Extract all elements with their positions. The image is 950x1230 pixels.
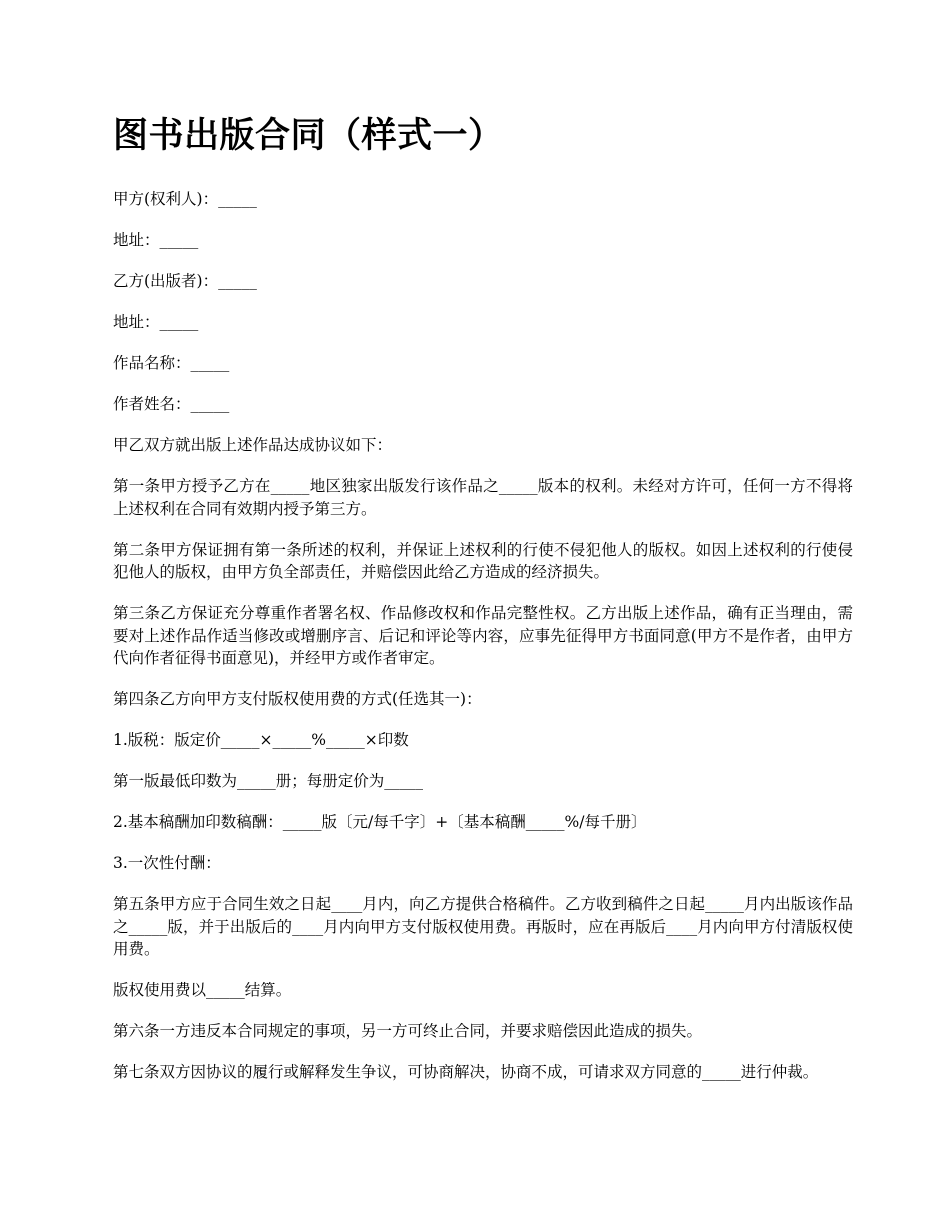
article-7: 第七条双方因协议的履行或解释发生争议，可协商解决，协商不成，可请求双方同意的_____进行仲裁。: [113, 1063, 819, 1081]
author-name-line: 作者姓名：_____: [113, 395, 230, 413]
settlement-line: 版权使用费以_____结算。: [113, 981, 292, 999]
party-b-address-line: 地址：_____: [113, 313, 199, 331]
party-b-line: 乙方(出版者)：_____: [113, 272, 257, 290]
party-a-address-line: 地址：_____: [113, 231, 199, 249]
article-6: 第六条一方违反本合同规定的事项，另一方可终止合同，并要求赔偿因此造成的损失。: [113, 1022, 703, 1040]
article-2: 第二条甲方保证拥有第一条所述的权利，并保证上述权利的行使不侵犯他人的版权。如因上述权利的行使侵犯他人的版权，由甲方负全部责任，并赔偿因此给乙方造成的经济损失。: [113, 540, 853, 581]
royalty-option-1: 1.版税：版定价_____×_____%_____×印数: [113, 731, 409, 749]
article-1: 第一条甲方授予乙方在_____地区独家出版发行该作品之_____版本的权利。未经对方许可，任何一方不得将上述权利在合同有效期内授予第三方。: [113, 477, 853, 518]
royalty-option-3: 3.一次性付酬：: [113, 854, 221, 872]
party-a-line: 甲方(权利人)：_____: [113, 190, 257, 208]
first-edition-line: 第一版最低印数为_____册；每册定价为_____: [113, 772, 424, 790]
article-3: 第三条乙方保证充分尊重作者署名权、作品修改权和作品完整性权。乙方出版上述作品，确有正当理由，需要对上述作品作适当修改或增删序言、后记和评论等内容，应事先征得甲方书面同意(甲方不是作者，由甲方代向作者征得书面意见)，并经甲方或作者审定。: [113, 604, 853, 667]
document-title: 图书出版合同（样式一）: [113, 116, 504, 156]
royalty-option-2: 2.基本稿酬加印数稿酬：_____版〔元/每千字〕+〔基本稿酬_____%/每千册〕: [113, 813, 647, 831]
agreement-intro: 甲乙双方就出版上述作品达成协议如下：: [113, 436, 393, 454]
article-4: 第四条乙方向甲方支付版权使用费的方式(任选其一)：: [113, 690, 482, 708]
work-title-line: 作品名称：_____: [113, 354, 230, 372]
document-body: [113, 112, 853, 1102]
article-5: 第五条甲方应于合同生效之日起____月内，向乙方提供合格稿件。乙方收到稿件之日起_____月内出版该作品之_____版，并于出版后的____月内向甲方支付版权使用费。再版时，应在再版后____月内向甲方付清版权使用费。: [113, 895, 853, 958]
